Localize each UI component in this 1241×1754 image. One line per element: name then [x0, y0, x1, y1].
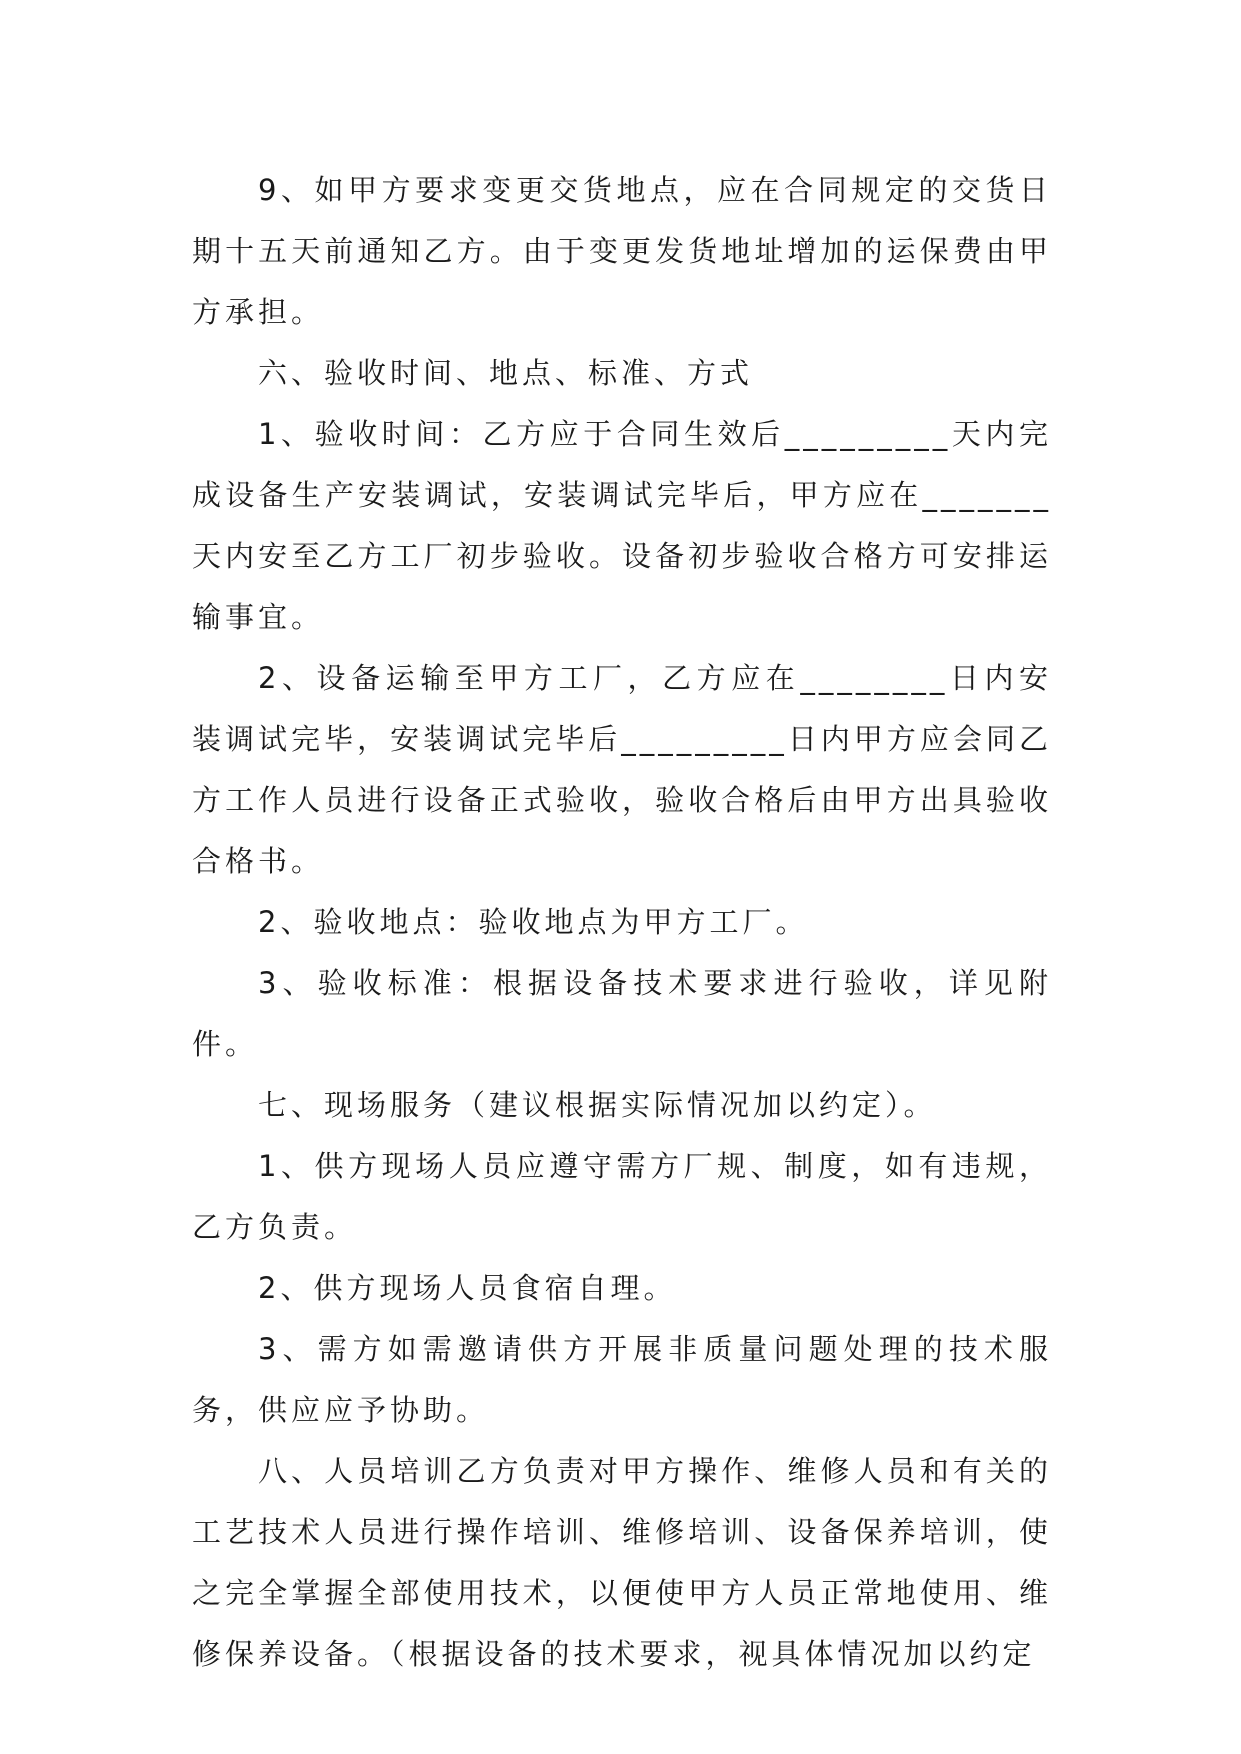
paragraph-technical-service: 3、需方如需邀请供方开展非质量问题处理的技术服务，供应应予协助。: [192, 1332, 1052, 1427]
document-body: [192, 160, 1052, 1685]
section-heading-acceptance: 六、验收时间、地点、标准、方式: [258, 356, 754, 390]
paragraph-acceptance-standard: 3、验收标准：根据设备技术要求进行验收，详见附件。: [192, 966, 1052, 1061]
paragraph-installation: 2、设备运输至甲方工厂，乙方应在________日内安装调试完毕，安装调试完毕后_________日内甲方应会同乙方工作人员进行设备正式验收，验收合格后由甲方出具验收合格书。: [192, 661, 1052, 878]
paragraph-onsite-rules: 1、供方现场人员应遵守需方厂规、制度，如有违规，乙方负责。: [192, 1149, 1052, 1244]
section-heading-onsite-service: 七、现场服务（建议根据实际情况加以约定）。: [258, 1088, 937, 1122]
paragraph-acceptance-location: 2、验收地点：验收地点为甲方工厂。: [258, 905, 809, 939]
paragraph-acceptance-time: 1、验收时间：乙方应于合同生效后_________天内完成设备生产安装调试，安装调试完毕后，甲方应在_______天内安至乙方工厂初步验收。设备初步验收合格方可安排运输事宜。: [192, 417, 1052, 634]
paragraph-delivery-change: 9、如甲方要求变更交货地点，应在合同规定的交货日期十五天前通知乙方。由于变更发货地址增加的运保费由甲方承担。: [192, 173, 1052, 329]
paragraph-personnel-training: 八、人员培训乙方负责对甲方操作、维修人员和有关的工艺技术人员进行操作培训、维修培训、设备保养培训，使之完全掌握全部使用技术，以便使甲方人员正常地使用、维修保养设备。（根据设备的技术要求，视具体情况加以约定: [192, 1454, 1052, 1671]
paragraph-onsite-lodging: 2、供方现场人员食宿自理。: [258, 1271, 677, 1305]
